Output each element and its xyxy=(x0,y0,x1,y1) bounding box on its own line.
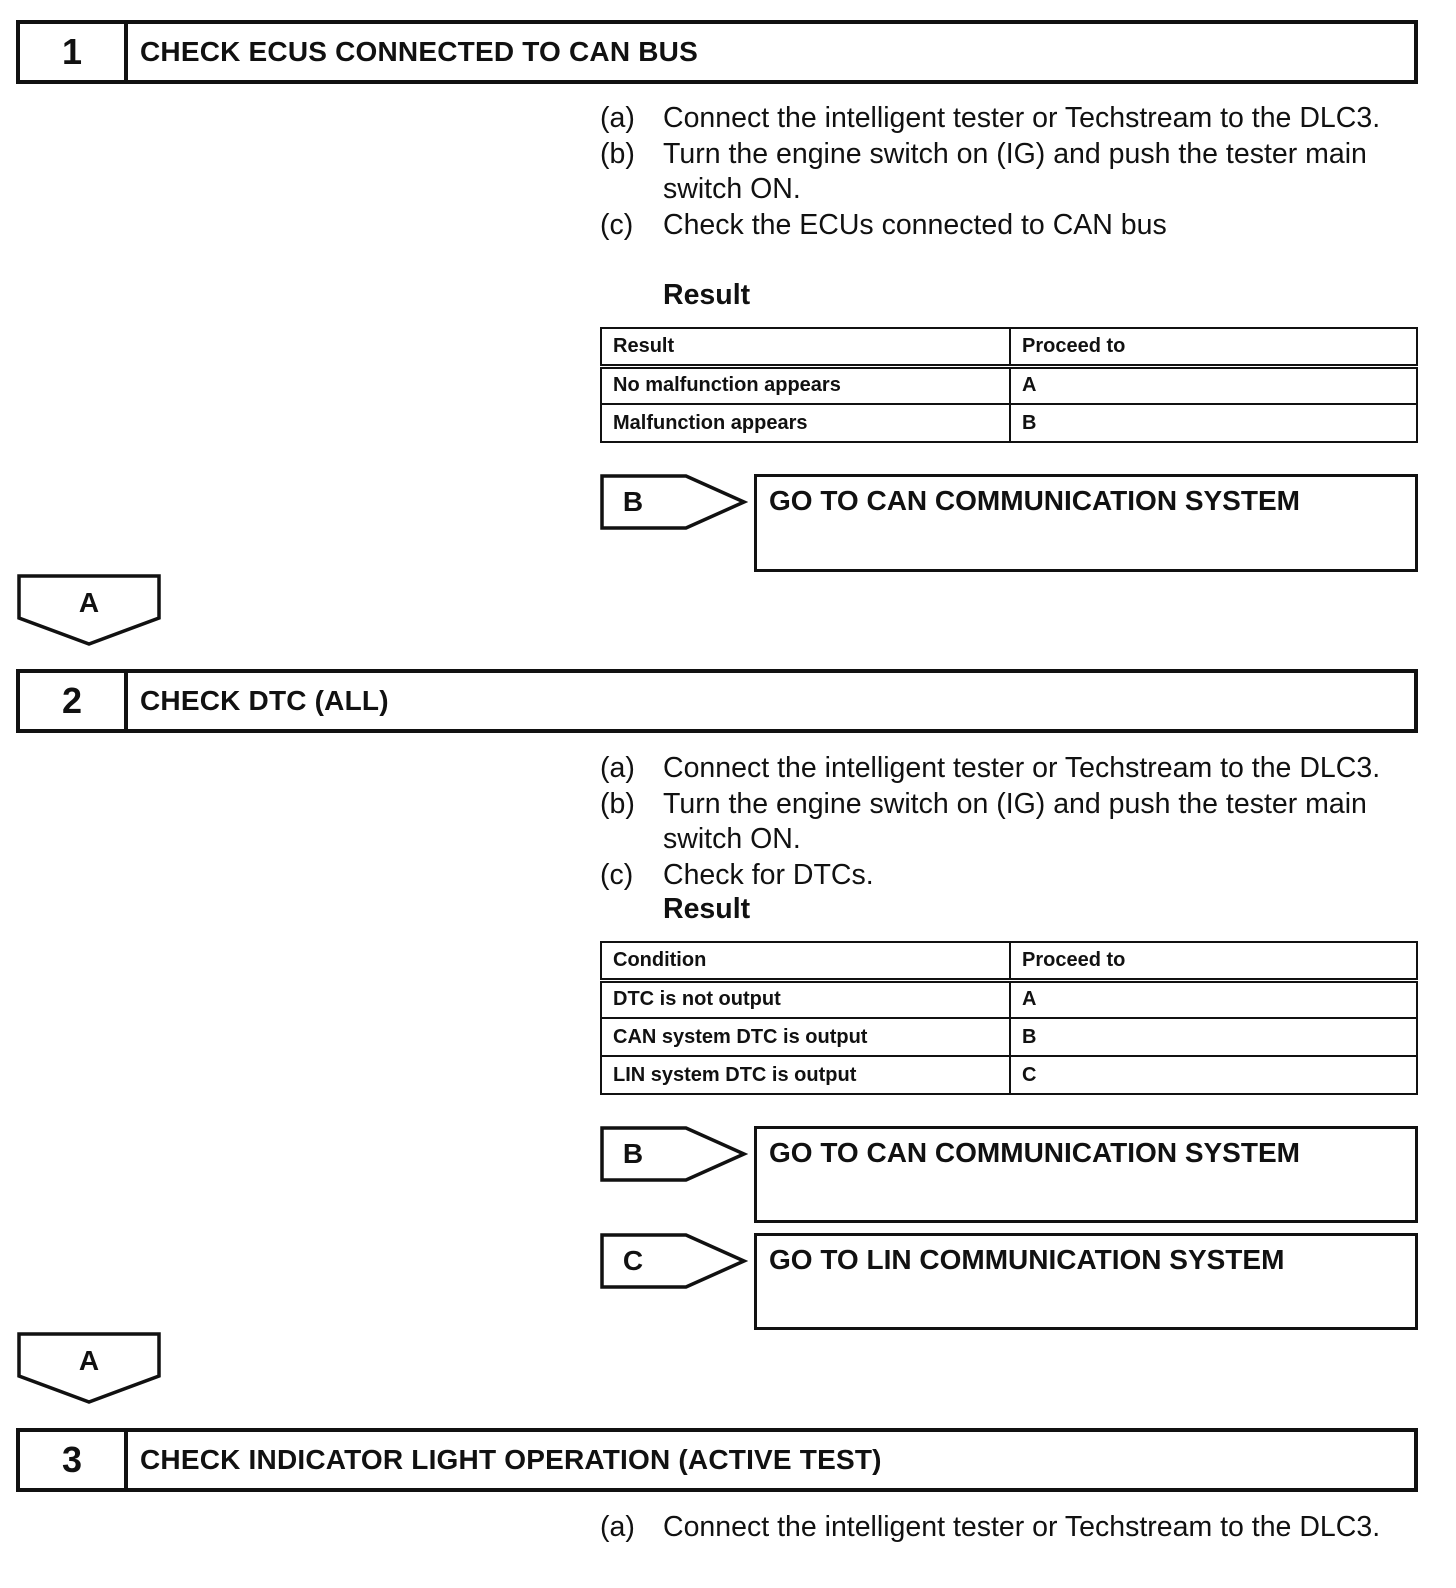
step-3-header xyxy=(16,1428,1418,1492)
instruction-label: (c) xyxy=(600,858,634,891)
table-cell: No malfunction appears xyxy=(601,366,1010,404)
table-row xyxy=(601,1056,1417,1094)
goto-can-box: GO TO CAN COMMUNICATION SYSTEM xyxy=(754,1126,1418,1223)
instruction-text: Check for DTCs. xyxy=(663,858,874,891)
step-number: 2 xyxy=(20,673,128,729)
branch-arrow-c xyxy=(600,1233,748,1289)
step-title: CHECK ECUS CONNECTED TO CAN BUS xyxy=(140,36,698,67)
instruction-item xyxy=(600,1510,1430,1546)
table-header-cell: Condition xyxy=(601,942,1010,980)
step-3-instructions xyxy=(600,1510,1430,1546)
instruction-text: Connect the intelligent tester or Techstream to the DLC3. xyxy=(663,1511,1381,1543)
table-header-cell: Proceed to xyxy=(1010,942,1417,980)
step-number: 1 xyxy=(20,24,128,80)
table-row xyxy=(601,404,1417,442)
table-cell: CAN system DTC is output xyxy=(601,1018,1010,1056)
instruction-text: Connect the intelligent tester or Techstream to the DLC3. xyxy=(663,752,1381,784)
table-cell: Malfunction appears xyxy=(601,404,1010,442)
table-row xyxy=(601,980,1417,1018)
branch-code: B xyxy=(622,486,644,517)
instruction-text: Check the ECUs connected to CAN bus xyxy=(663,208,1167,241)
instruction-item xyxy=(600,787,1430,858)
branch-arrow-b xyxy=(600,474,748,530)
result-table xyxy=(600,327,1418,443)
result-heading: Result xyxy=(663,893,751,925)
goto-lin-box: GO TO LIN COMMUNICATION SYSTEM xyxy=(754,1233,1418,1330)
table-cell: LIN system DTC is output xyxy=(601,1056,1010,1094)
table-cell: A xyxy=(1010,980,1417,1018)
instruction-item xyxy=(600,101,1430,137)
continue-arrow xyxy=(17,1332,161,1404)
branch-arrow-b xyxy=(600,1126,748,1182)
table-cell: A xyxy=(1010,366,1417,404)
step-title: CHECK DTC (ALL) xyxy=(140,685,389,716)
step-1-instructions xyxy=(600,101,1430,243)
table-cell: B xyxy=(1010,1018,1417,1056)
table-header-cell: Proceed to xyxy=(1010,328,1417,366)
instruction-label: (c) xyxy=(600,208,634,241)
goto-can-box: GO TO CAN COMMUNICATION SYSTEM xyxy=(754,474,1418,572)
table-row xyxy=(601,366,1417,404)
continue-label: A xyxy=(78,1345,100,1376)
step-number: 3 xyxy=(20,1432,128,1488)
instruction-label: (b) xyxy=(600,787,635,820)
step-title: CHECK INDICATOR LIGHT OPERATION (ACTIVE TEST) xyxy=(140,1444,882,1475)
instruction-label: (a) xyxy=(600,102,635,134)
instruction-label: (b) xyxy=(600,137,635,170)
instruction-item xyxy=(600,137,1430,208)
result-heading: Result xyxy=(663,279,751,311)
instruction-item xyxy=(600,208,1430,244)
step-2-instructions xyxy=(600,751,1430,893)
instruction-text: Turn the engine switch on (IG) and push the tester main switch ON. xyxy=(663,787,1367,855)
continue-arrow xyxy=(17,574,161,646)
table-cell: B xyxy=(1010,404,1417,442)
instruction-text: Connect the intelligent tester or Techstream to the DLC3. xyxy=(663,102,1381,134)
table-header-row xyxy=(601,942,1417,980)
table-cell: C xyxy=(1010,1056,1417,1094)
table-header-cell: Result xyxy=(601,328,1010,366)
instruction-text: Turn the engine switch on (IG) and push the tester main switch ON. xyxy=(663,137,1367,205)
table-cell: DTC is not output xyxy=(601,980,1010,1018)
instruction-item xyxy=(600,858,1430,894)
branch-code: B xyxy=(622,1138,644,1169)
instruction-label: (a) xyxy=(600,1511,635,1543)
instruction-item xyxy=(600,751,1430,787)
result-table xyxy=(600,941,1418,1095)
branch-code: C xyxy=(622,1245,644,1276)
table-header-row xyxy=(601,328,1417,366)
continue-label: A xyxy=(78,587,100,618)
step-2-header xyxy=(16,669,1418,733)
table-row xyxy=(601,1018,1417,1056)
step-1-header xyxy=(16,20,1418,84)
instruction-label: (a) xyxy=(600,752,635,784)
